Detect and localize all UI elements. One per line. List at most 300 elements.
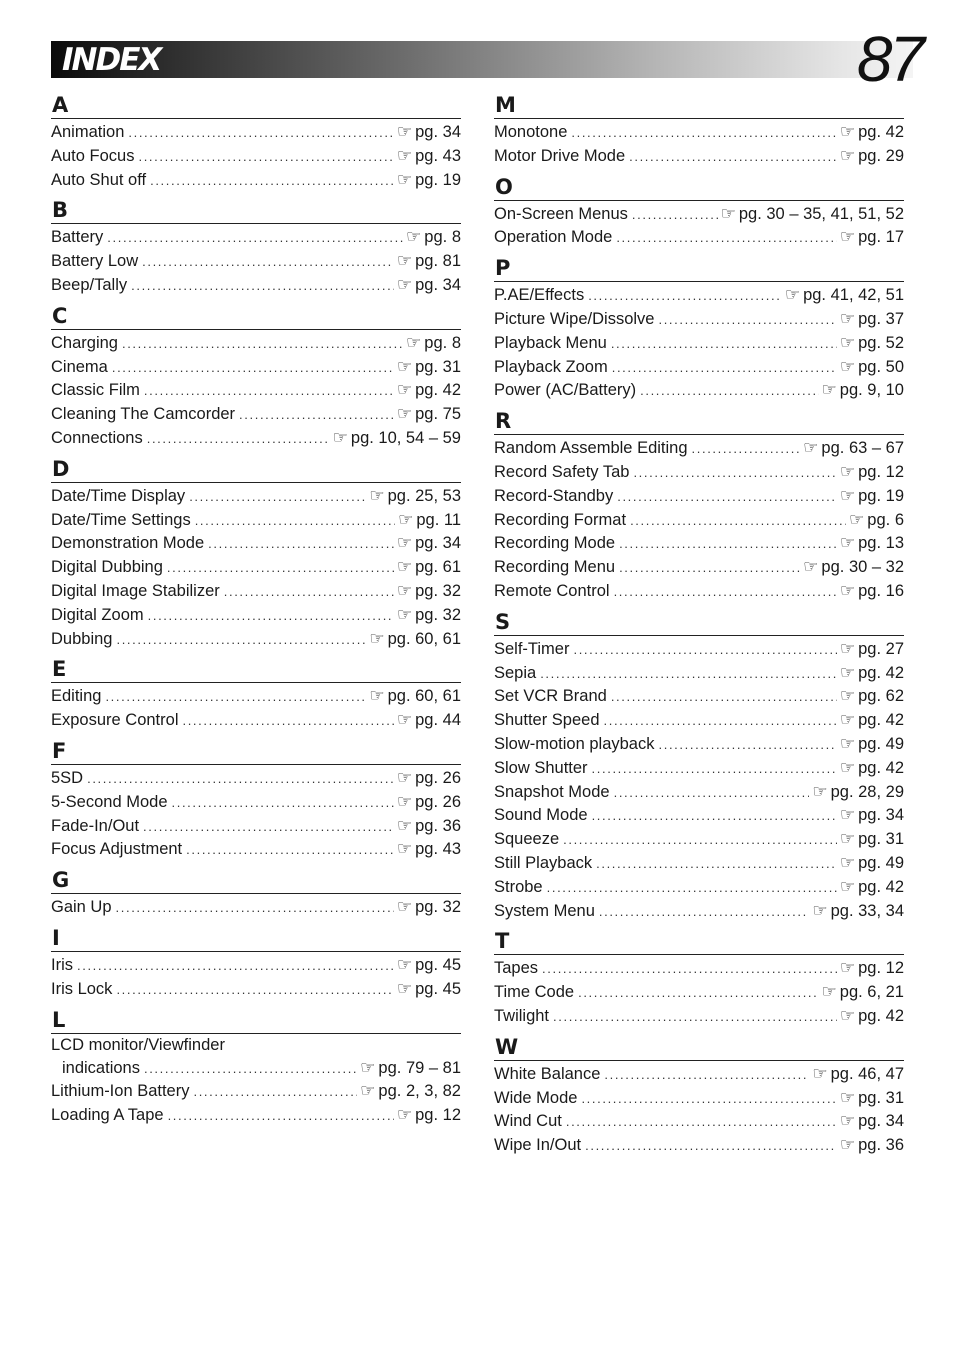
page-reference: pg. 52 [858, 333, 904, 352]
section-divider [51, 329, 461, 330]
page-reference: pg. 42 [858, 123, 904, 141]
pointing-hand-icon: ☞ [396, 533, 413, 553]
section-letter: W [495, 1034, 519, 1059]
page-reference: pg. 28, 29 [830, 782, 904, 801]
page-reference: pg. 42 [858, 758, 904, 777]
section-divider [494, 635, 904, 636]
dot-leader [630, 509, 846, 533]
index-term: Digital Dubbing [51, 558, 163, 577]
index-term: Random Assemble Editing [494, 439, 688, 458]
pointing-hand-icon: ☞ [396, 557, 413, 577]
page-reference: pg. 60, 61 [387, 629, 461, 648]
pointing-hand-icon: ☞ [369, 485, 385, 505]
pointing-hand-icon: ☞ [839, 1087, 856, 1107]
section-divider [494, 434, 904, 435]
index-term: Set VCR Brand [494, 687, 607, 706]
index-section-w [494, 1034, 904, 1157]
dot-leader [182, 709, 393, 733]
index-entry [51, 355, 461, 379]
page-reference: pg. 30 – 32 [821, 558, 904, 577]
index-term: Date/Time Settings [51, 510, 191, 529]
index-entry [51, 837, 461, 861]
pointing-hand-icon: ☞ [839, 805, 856, 825]
pointing-hand-icon: ☞ [396, 404, 413, 424]
index-term: Self-Timer [494, 639, 570, 658]
index-entry [494, 637, 904, 661]
dot-leader [619, 532, 837, 556]
index-term: Twilight [494, 1006, 550, 1025]
index-term: Wipe In/Out [494, 1136, 582, 1155]
index-entry [494, 436, 904, 460]
index-entry [494, 684, 904, 708]
index-entry [494, 355, 904, 379]
page-reference: pg. 17 [858, 228, 904, 247]
dot-leader [542, 957, 837, 981]
index-term: Beep/Tally [51, 275, 128, 294]
pointing-hand-icon: ☞ [396, 169, 413, 189]
dot-leader [604, 709, 837, 733]
pointing-hand-icon: ☞ [369, 628, 385, 648]
index-term: Playback Zoom [494, 357, 608, 376]
page-reference: pg. 27 [858, 639, 904, 658]
dot-leader [571, 121, 836, 145]
index-section-s [494, 609, 904, 923]
dot-leader [143, 815, 394, 839]
pointing-hand-icon: ☞ [720, 203, 736, 223]
dot-leader [239, 403, 394, 427]
index-term: Recording Format [494, 510, 627, 529]
page-reference: pg. 19 [415, 170, 461, 189]
pointing-hand-icon: ☞ [839, 710, 856, 730]
index-column-right [494, 92, 904, 1157]
dot-leader [632, 203, 718, 227]
page-reference: pg. 43 [415, 840, 461, 859]
pointing-hand-icon: ☞ [839, 733, 856, 753]
page-reference: pg. 49 [858, 853, 904, 872]
index-term: Wide Mode [494, 1088, 578, 1107]
dot-leader [112, 356, 394, 380]
section-letter: O [495, 174, 513, 199]
index-entry [494, 1133, 904, 1157]
page-reference: pg. 45 [415, 955, 461, 974]
index-entry [51, 1035, 461, 1080]
index-term: Motor Drive Mode [494, 146, 626, 165]
index-term: Auto Focus [51, 146, 135, 165]
pointing-hand-icon: ☞ [360, 1057, 376, 1077]
page-reference: pg. 12 [858, 959, 904, 978]
dot-leader [581, 1087, 836, 1111]
pointing-hand-icon: ☞ [839, 356, 856, 376]
pointing-hand-icon: ☞ [839, 829, 856, 849]
index-term: Playback Menu [494, 333, 607, 352]
dot-leader [128, 121, 394, 145]
dot-leader [195, 509, 395, 533]
dot-leader [147, 427, 330, 451]
index-entry [51, 1103, 461, 1127]
index-entry [494, 661, 904, 685]
page-reference: pg. 16 [858, 581, 904, 600]
page-reference: pg. 6 [867, 510, 904, 529]
dot-leader [629, 145, 837, 169]
page-reference: pg. 12 [415, 1106, 461, 1125]
index-section-t [494, 928, 904, 1027]
index-entry [51, 953, 461, 977]
pointing-hand-icon: ☞ [839, 485, 856, 505]
pointing-hand-icon: ☞ [396, 274, 413, 294]
page-reference: pg. 43 [415, 146, 461, 165]
index-entry [494, 756, 904, 780]
section-divider [494, 118, 904, 119]
dot-leader [116, 896, 394, 920]
index-term: Squeeze [494, 830, 560, 849]
page-reference: pg. 11 [416, 510, 461, 529]
pointing-hand-icon: ☞ [839, 958, 856, 978]
pointing-hand-icon: ☞ [396, 954, 413, 974]
dot-leader [540, 662, 837, 686]
index-section-a [51, 92, 461, 191]
pointing-hand-icon: ☞ [812, 1063, 828, 1083]
page-reference: pg. 26 [415, 792, 461, 811]
pointing-hand-icon: ☞ [396, 122, 413, 141]
index-term: Recording Mode [494, 534, 616, 553]
page-reference: pg. 46, 47 [830, 1064, 904, 1083]
index-term: Auto Shut off [51, 170, 147, 189]
dot-leader [77, 954, 394, 978]
dot-leader [640, 379, 818, 403]
dot-leader [168, 1104, 394, 1128]
dot-leader [122, 332, 403, 356]
section-letter: E [52, 657, 67, 682]
pointing-hand-icon: ☞ [839, 662, 856, 682]
section-divider [51, 223, 461, 224]
page-reference: pg. 31 [415, 357, 461, 376]
dot-leader [144, 1057, 357, 1081]
index-entry [51, 120, 461, 144]
page-reference: pg. 32 [415, 605, 461, 624]
page-reference: pg. 9, 10 [839, 381, 904, 400]
index-entry [51, 225, 461, 249]
index-entry [494, 531, 904, 555]
index-entry [51, 766, 461, 790]
dot-leader [547, 876, 837, 900]
section-divider [51, 764, 461, 765]
pointing-hand-icon: ☞ [839, 852, 856, 872]
pointing-hand-icon: ☞ [839, 876, 856, 896]
pointing-hand-icon: ☞ [396, 380, 413, 400]
index-entry [51, 402, 461, 426]
index-entry [51, 895, 461, 919]
page-reference: pg. 45 [415, 979, 461, 998]
section-letter: C [52, 303, 68, 328]
pointing-hand-icon: ☞ [406, 332, 422, 352]
dot-leader [611, 332, 837, 356]
page-reference: pg. 50 [858, 357, 904, 376]
page-reference: pg. 34 [415, 123, 461, 141]
index-term: P.AE/Effects [494, 286, 585, 305]
pointing-hand-icon: ☞ [839, 122, 856, 141]
index-entry [51, 555, 461, 579]
page-reference: pg. 13 [858, 534, 904, 553]
dot-leader [172, 791, 394, 815]
pointing-hand-icon: ☞ [396, 839, 413, 859]
index-entry [51, 708, 461, 732]
index-term: Battery [51, 228, 104, 247]
pointing-hand-icon: ☞ [406, 227, 422, 247]
pointing-hand-icon: ☞ [332, 427, 348, 447]
dot-leader [150, 169, 394, 193]
index-term: White Balance [494, 1064, 601, 1083]
dot-leader [148, 604, 394, 628]
dot-leader [616, 226, 837, 250]
pointing-hand-icon: ☞ [839, 1005, 856, 1025]
page-reference: pg. 32 [415, 581, 461, 600]
index-entry [51, 273, 461, 297]
pointing-hand-icon: ☞ [396, 767, 413, 787]
index-term: Snapshot Mode [494, 782, 610, 801]
index-term: indications [62, 1058, 140, 1077]
dot-leader [566, 1110, 837, 1134]
index-entry [494, 460, 904, 484]
index-entry [51, 249, 461, 273]
page-reference: pg. 34 [415, 275, 461, 294]
index-section-g [51, 867, 461, 919]
index-entry [51, 331, 461, 355]
pointing-hand-icon: ☞ [839, 308, 856, 328]
page-reference: pg. 34 [415, 534, 461, 553]
index-entry [494, 1086, 904, 1110]
index-term: Remote Control [494, 581, 610, 600]
page-reference: pg. 42 [858, 1006, 904, 1025]
dot-leader [585, 1134, 837, 1158]
page-reference: pg. 81 [415, 252, 461, 271]
page-reference: pg. 34 [858, 806, 904, 825]
dot-leader [224, 580, 394, 604]
page-reference: pg. 32 [415, 898, 461, 917]
dot-leader [604, 1063, 809, 1087]
section-letter: P [495, 256, 511, 281]
index-entry [494, 307, 904, 331]
pointing-hand-icon: ☞ [369, 686, 385, 706]
dot-leader [116, 978, 393, 1002]
section-letter: A [52, 93, 69, 117]
page-reference: pg. 42 [858, 663, 904, 682]
pointing-hand-icon: ☞ [839, 638, 856, 658]
dot-leader [553, 1005, 837, 1029]
dot-leader [619, 556, 800, 580]
index-term: Slow-motion playback [494, 734, 655, 753]
page-reference: pg. 29 [858, 146, 904, 165]
index-section-o [494, 174, 904, 250]
index-term: Iris Lock [51, 979, 113, 998]
pointing-hand-icon: ☞ [839, 580, 856, 600]
index-section-e [51, 656, 461, 732]
section-divider [494, 200, 904, 201]
dot-leader [658, 308, 836, 332]
section-letter: G [52, 868, 70, 893]
index-term: Wind Cut [494, 1112, 562, 1131]
index-term: Digital Zoom [51, 605, 144, 624]
index-term: On-Screen Menus [494, 204, 628, 223]
index-term: Lithium-Ion Battery [51, 1082, 190, 1101]
pointing-hand-icon: ☞ [839, 533, 856, 553]
section-divider [494, 954, 904, 955]
dot-leader [617, 485, 837, 509]
pointing-hand-icon: ☞ [398, 509, 414, 529]
index-entry [494, 331, 904, 355]
index-term: Demonstration Mode [51, 534, 205, 553]
index-term: Editing [51, 687, 102, 706]
dot-leader [633, 461, 836, 485]
page-reference: pg. 31 [858, 830, 904, 849]
pointing-hand-icon: ☞ [821, 982, 837, 1002]
index-term: Focus Adjustment [51, 840, 183, 859]
index-term: Slow Shutter [494, 758, 588, 777]
pointing-hand-icon: ☞ [839, 461, 856, 481]
pointing-hand-icon: ☞ [839, 757, 856, 777]
index-entry-continuation [51, 1056, 461, 1080]
pointing-hand-icon: ☞ [839, 1111, 856, 1131]
index-term: Shutter Speed [494, 711, 600, 730]
section-divider [494, 1060, 904, 1061]
index-entry [51, 508, 461, 532]
page-reference: pg. 41, 42, 51 [803, 286, 904, 305]
page-reference: pg. 26 [415, 768, 461, 787]
pointing-hand-icon: ☞ [396, 356, 413, 376]
pointing-hand-icon: ☞ [396, 604, 413, 624]
page-reference: pg. 61 [415, 558, 461, 577]
index-term: Recording Menu [494, 558, 616, 577]
section-letter: T [495, 929, 510, 954]
page-reference: pg. 49 [858, 734, 904, 753]
dot-leader [131, 274, 394, 298]
index-term: Exposure Control [51, 711, 179, 730]
index-term: Sepia [494, 663, 537, 682]
index-entry [51, 814, 461, 838]
pointing-hand-icon: ☞ [839, 1135, 856, 1155]
index-entry [494, 283, 904, 307]
index-entry [494, 899, 904, 923]
page-reference: pg. 44 [415, 711, 461, 730]
index-term: Time Code [494, 983, 575, 1002]
dot-leader [144, 379, 394, 403]
index-section-d [51, 456, 461, 651]
index-term: Animation [51, 123, 125, 141]
index-term: Picture Wipe/Dissolve [494, 309, 655, 328]
page-reference: pg. 42 [858, 877, 904, 896]
index-section-m [494, 92, 904, 168]
page-reference: pg. 10, 54 – 59 [350, 428, 461, 447]
section-letter: M [495, 93, 516, 117]
index-term: Monotone [494, 123, 568, 141]
index-term: Battery Low [51, 252, 139, 271]
index-entry [51, 144, 461, 168]
page-reference: pg. 36 [415, 816, 461, 835]
index-entry [494, 851, 904, 875]
section-letter: F [52, 738, 67, 763]
page-reference: pg. 33, 34 [830, 901, 904, 920]
dot-leader [107, 226, 403, 250]
pointing-hand-icon: ☞ [812, 900, 828, 920]
pointing-hand-icon: ☞ [396, 815, 413, 835]
index-column-left [51, 92, 461, 1127]
index-term: Loading A Tape [51, 1106, 164, 1125]
page-reference: pg. 75 [415, 405, 461, 424]
index-entry [51, 579, 461, 603]
index-term: Cleaning The Camcorder [51, 405, 236, 424]
index-entry [494, 980, 904, 1004]
pointing-hand-icon: ☞ [396, 978, 413, 998]
pointing-hand-icon: ☞ [821, 380, 837, 400]
index-entry [494, 732, 904, 756]
dot-leader [659, 733, 837, 757]
dot-leader [116, 628, 366, 652]
index-entry [494, 1004, 904, 1028]
pointing-hand-icon: ☞ [396, 251, 413, 271]
section-divider [51, 893, 461, 894]
index-entry [494, 579, 904, 603]
dot-leader [138, 145, 393, 169]
section-divider [51, 951, 461, 952]
page-reference: pg. 8 [424, 333, 461, 352]
pointing-hand-icon: ☞ [360, 1081, 376, 1101]
section-letter: R [495, 409, 512, 434]
index-term: Iris [51, 955, 73, 974]
page-reference: pg. 12 [858, 462, 904, 481]
index-entry [494, 378, 904, 402]
pointing-hand-icon: ☞ [849, 509, 865, 529]
dot-leader [614, 781, 810, 805]
page-reference: pg. 42 [415, 381, 461, 400]
index-entry [494, 875, 904, 899]
pointing-hand-icon: ☞ [396, 791, 413, 811]
pointing-hand-icon: ☞ [839, 332, 856, 352]
dot-leader [596, 852, 837, 876]
section-divider [51, 118, 461, 119]
page-reference: pg. 37 [858, 309, 904, 328]
index-section-c [51, 303, 461, 450]
index-term: LCD monitor/Viewfinder [51, 1035, 225, 1054]
index-entry [51, 790, 461, 814]
dot-leader [612, 356, 837, 380]
pointing-hand-icon: ☞ [839, 686, 856, 706]
pointing-hand-icon: ☞ [812, 781, 828, 801]
dot-leader [563, 828, 837, 852]
index-title: INDEX [62, 42, 161, 78]
pointing-hand-icon: ☞ [396, 580, 413, 600]
dot-leader [167, 556, 394, 580]
section-divider [51, 682, 461, 683]
section-divider [51, 1033, 461, 1034]
dot-leader [588, 284, 782, 308]
index-term: Still Playback [494, 853, 593, 872]
dot-leader [599, 900, 809, 924]
page-reference: pg. 30 – 35, 41, 51, 52 [738, 204, 904, 223]
section-letter: S [495, 609, 511, 634]
pointing-hand-icon: ☞ [396, 145, 413, 165]
index-term: Dubbing [51, 629, 113, 648]
index-term: Connections [51, 428, 143, 447]
index-section-f [51, 738, 461, 861]
index-term: Tapes [494, 959, 539, 978]
pointing-hand-icon: ☞ [396, 710, 413, 730]
page-reference: pg. 19 [858, 486, 904, 505]
dot-leader [578, 981, 818, 1005]
index-entry [51, 484, 461, 508]
index-entry [51, 168, 461, 192]
section-divider [494, 281, 904, 282]
index-term: Charging [51, 333, 118, 352]
index-entry [51, 426, 461, 450]
